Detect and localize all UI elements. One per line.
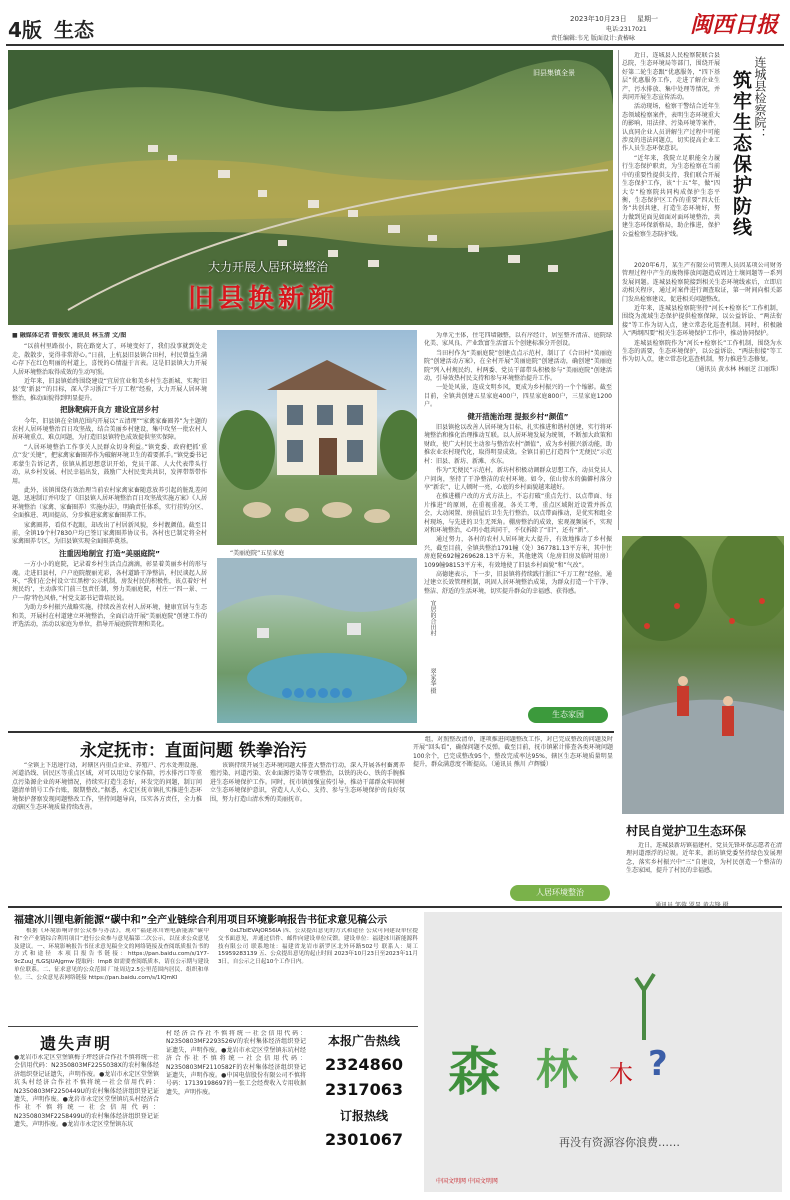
section-rule (8, 731, 614, 733)
side-byline: （通讯员 黄水林 林丽芝 江丽珠） (692, 365, 782, 373)
side-paragraph: 2020年6月，某生产有限公司管理人员因某项公司财务管理过程中产生的废物排放问题造成周边土壤问题等一系列发展问题。连城县检察院接到相关生态环境线索后，立即启动相关程序，通过对案件进行调查取证，第一时间向相关部门发出检察建议，促进相关问题整改。 (622, 262, 782, 303)
lake-illustration (217, 558, 417, 723)
second-col1 (12, 762, 202, 902)
psa-footer: 中国文明网 中国文明网 (436, 1178, 498, 1185)
loss-paragraph: 村经济合作社不慎将统一社会信用代码：N2350803MF2293526V的农村集体经济组织登记证遗失，声明作废。●龙岩市永定区堂堡镇东坑村经济合作社不慎将统一社会信用代码：N2350803MF2110582F的农村集体经济组织登记证遗失，声明作废。●中国电信股份有限公司不慎将号码：17139198697的一张工会经费收入专用收据遗失，声明作废。 (166, 1030, 306, 1096)
lead-paragraph: 此外，该镇围绕有效治理当前农村家禽家畜随意放养引起的脏乱差问题，迅速制订并印发了《旧县镇人居环境整治百日攻坚战实施方案》《人居环境整治（家禽、家畜圈养）实施办法》，明确责任体系，实行挂钩分区、全面推进、巩固提高、分步推进家禽家畜圈养工作。 (12, 486, 207, 520)
lead-paragraph: 今年，旧县镇在全镇范围内开展以“五清理”“家禽家畜圈养”为主题的农村人居环境整治百日攻坚战，结合美丽乡村建设，集中攻坚一批农村人居环境重点、难点问题，为打造旧县镇特色成效提供坚实保障。 (12, 417, 207, 442)
village-headline: 村民自觉护卫生态环保 (626, 824, 747, 838)
side-paragraph: 近日，连城县人民检察院联合县总院，生态环境局等部门，围绕开展好第二轮生态跟“优惠服务，“四下基层”优惠服务工作，走进了解企业生产，污水排放、集中处理等情况，并共同开展生态宣传活动。 (622, 52, 720, 102)
photo-beautiful-courtyard (217, 330, 417, 545)
river-scene-illustration (622, 536, 784, 814)
loss-paragraph: ●龙岩市永定区堂堡镇梅子坪经济合作社不慎将统一社会信用代码：N2350803MF2255038X的农村集体经济组织登记证遗失，声明作废。●龙岩市永定区堂堡镇坑头村经济合作社不慎将统一社会信用代码：N2350803MF2250449U的农村集体经济组织登记证遗失，声明作废。●龙岩市永定区堂堡镇坑头村经济合作社不慎将统一社会信用代码：N2350803MF2258499U的农村集体经济组织登记证遗失，声明作废。●龙岩市永定区堂堡镇东坑 (14, 1054, 159, 1129)
second-col2 (210, 762, 405, 902)
side-article-bottom (622, 262, 782, 522)
side-paragraph: 连城县检察院作为“河长+检察长”工作机制，围绕为水生态的需要，生态环境保护，以公益诉讼、“两法衔接”等工作为切入点，建立常态化巡查机制，努力推进生态修复。 (622, 339, 782, 364)
lead-paragraph: 近年来，旧县镇始终围绕建设“宜居宜业和美乡村生态新城、实现‘旧县’变‘新县’”的目标，深入学习浙江“千万工程”经验，大力开展人居环境整治，推动面貌得到明显提升。 (12, 378, 207, 402)
psa-forest-ad (424, 912, 782, 1192)
column-divider (618, 50, 619, 530)
page-number: 4版 (8, 18, 42, 42)
second-paragraph: 该镇持续开展生态环境问题大排查大整治行动，深入开展各村畜禽养殖污染、河道污染、农业面源污染等专项整治，以铁的决心、铁的手腕推进生态环境保护工作。同时，抚市镇加强宣传引导，推动干部群众牢固树立生态环境保护意识，营造人人关心、支持、参与生态环境保护的良好氛围，努力打造山清水秀的美丽抚市。 (210, 762, 405, 803)
lead-paragraph: 为助力乡村振兴战略实施，持续改善农村人居环境，健康宜居与生态和美，开展村在村道建立环境整治，全面启动开展“美丽庭院”创建工作的评选活动，活动以家庭为单位，指导开展庭院管理和美化。 (12, 604, 207, 628)
ad-hotline-number: 2324860 (325, 1055, 403, 1074)
ad-hotline-box (312, 1030, 416, 1190)
side-headline: 筑牢生态保护防线 (730, 70, 752, 238)
header-editors: 责任编辑:韦光 版面设计:黄椿咏 (551, 35, 635, 42)
lead-paragraph: 通过努力，各村的农村人居环境大大提升，有效地推动了乡村振兴，截至目前，全镇共整治1791幢（处）367781.13平方米，其中住房庭院692幢269628.13平方米，其他建筑（危房旧房及临时用房）1099幢98153平方米，有效地使了旧县乡村面貌“和”气改”。 (424, 536, 612, 569)
village-paragraph: 近日，连城县新坊镇福建村，党员先锋环保志愿者在清理河道漂浮的垃圾。近年来，新坊镇党委坚持绿色发展理念，落实乡村振兴中“三”自建设，为村民创造一个整洁的生态家园，提升了村民的幸福感。 (626, 842, 782, 875)
lead-subhead-2: 注重因地制宜 打造“美丽庭院” (59, 548, 160, 558)
notice-left (14, 928, 209, 1023)
courtyard-caption: “美丽庭院”五星家庭 (230, 550, 285, 557)
side-article-top (622, 52, 720, 257)
notice-paragraph: 根据《环境影响评价公众参与办法》，现对“福建冰川锂电新能源“碳中和”全产业链综合利用项目”进行公众参与意见稿第二次公示，以征求公众意见及建议。一、环境影响报告书征求意见稿全文的网络链接及查阅纸质报告书的方式和途径 本项目报告书链接：https://pan.baidu.com/s/1Y7-9cZuuJ_fLGSJUAJgmw 提取码：lmp8 如需要查阅纸质本，请在公示期与建设单位联系。二、征求意见的公众范围 厂址周边2.5公里范围内居民、组织和单位。三、公众意见表网络链接 https://pan.baidu.com/s/1IQmKI (14, 928, 209, 981)
subscription-hotline-number: 2301067 (325, 1130, 403, 1149)
section-name: 生态 (54, 18, 94, 42)
second-headline: 永定抚市：直面问题 铁拳治污 (80, 741, 307, 761)
second-paragraph: “全镇上下迅速行动，对辖区内重点企业、养殖户、污水处理设施、河道沿线、居民区等重点区域，对可以用边专家作陪，污水排污口等重点污染源企业的环境情况，持续实打造生态好，环发完的问题，制订问题清单销号工作台账，限期整改。”据悉，永定区抚市镇扎实推进生态环境保护督察发现问题整改工作，坚持问题导向，压实各方责任，全力推动辖区生态环境质量持续改善。 (12, 762, 202, 812)
lead-paragraph: 作为“无便民”示范村，新坊村积极动调群众思想工作，动员党员人户问询，坚持了干净整洁的农村环境。如今，依山傍水的偏僻村落分享“新农”，让人顿时一亮，心底的乡村面貌越来越好。 (424, 467, 612, 491)
lead-paragraph: 当田村作为“美丽庭院”创建点点示范村，制订了《合田村“美丽庭院”创建活动方案》，在全村开展“美丽庭院”创建活动，确创建“美丽庭院”列入村规民约、村两委、党员干部带头积极参与“美丽庭院”创建活动，引导效热村民支持和参与环境整治提升工作。 (424, 349, 612, 383)
masthead-logo: 闽西日报 (690, 12, 779, 38)
side-paragraph: 近年来，连城县检察院坚持“河长+检察长”工作机制，围绕为流域生态保护提供检察保障，以公益诉讼、“两法衔接”等工作为切入点，建立常态化巡查机制。同时，积极融入“两纲四要”相关生态环境保护工作中，推动协同保护。 (622, 305, 782, 338)
notice-paragraph: 0xLTbIEVAjOR56IA 四、公众提出意见的方式和途径 公众可向建设单位提交书面意见，并通过信件、邮件向建设单位反馈。建设单位：福建冰川新能源科技有限公司 联系地址：福建省龙岩市新罗区北外环路502号 联系人：周工 15959283139 五、公众提出意见的起止时间 2023年10月23日至2023年11月3日，自公示之日起10个工作日内。 (218, 928, 418, 966)
lake-credit: 翠家华 摄 (429, 668, 436, 694)
lead-paragraph: 家禽圈养，看似不起眼，却改出了村居新风貌，乡村靓颜值。截至目前，全镇19个村7830户均已签订家禽圈养协议书。各村也已制定将全村家禽圈养专区，为旧县镇实现全面圈养奠基。 (12, 521, 207, 546)
photo-heyuan-village-lake (217, 558, 417, 723)
lead-subhead-3: 健开措施治理 提振乡村“颜值” (467, 411, 569, 421)
psa-char-lin: 林 (536, 1045, 579, 1094)
photo-villagers-cleaning-river (622, 536, 784, 814)
psa-slogan: 再没有资源容你浪费…… (559, 1136, 680, 1149)
section-rule (8, 1026, 418, 1027)
second-col3 (413, 736, 613, 881)
lead-paragraph: 在推进棚户改的方式方法上，不忘打破“重点先行、以点带面、每片推进”的原则，在重视重视，各关工考，重点区域附近设置并拆点会，大动闲置、房前屋后卫生先行整治，以点带面推动，是优实和组全村现场，与先进的卫生无死角。棚房整治的成效，宏观视频展不，实现对和环境整治，心明小组共同干，不仅拆除了“旧”，还有“新”。 (424, 493, 612, 534)
header-weekday: 星期一 (637, 15, 658, 23)
village-text (626, 842, 782, 898)
side-paragraph: 活动现场，检察干警结合近年生态领域检察案件，表明生态环境重大的影响，用法律、污染环境等案件，认真同企业人员讲解生产过程中可能涉及的违法问题点，切实提高企业工作人员生态环保意识。 (622, 103, 720, 153)
side-kicker: 连城县检察院： (753, 56, 767, 140)
side-paragraph: “近年来，我院立足职能全力履行生态保护职责，为生态检察在当前中的重要性提供支持，我们联合开展生态保护工作，该“十五”年，做“四大专”检察院共同构成保护生态平衡，生态保护区工作的重要“四大任务”共创共建，打造生态环境好，努力做到见面见如面对面环境整治，共建生态环保新格局，助企推进，保护公益检察生态防护线。 (622, 154, 720, 238)
broken-tree-icon (614, 960, 674, 1040)
page-header (0, 0, 790, 48)
header-date: 2023年10月23日 (570, 15, 627, 23)
lead-paragraph: 为单元主体，住宅四墙融整，以有序经计，居室整齐清洁、庭院绿化美、家风良、产业致富生活富五个创建标准分开创设。 (424, 332, 612, 348)
living-env-badge: 人居环境整治 (510, 885, 610, 901)
second-paragraph: 组，对照整改清单，逐项推进问题整改工作，对已完成整改的问题及时开展“回头看”，确保问题不反弹。截至目前，抚市镇累计排查各类环境问题100余个，已完成整改95个，整改完成率达95%，辖区生态环境质量明显提升，群众满意度不断提高。（通讯员 熊川 卢辉媛） (413, 736, 613, 769)
psa-char-mu: 木 (609, 1060, 633, 1088)
header-phone: 电话:2317021 (606, 26, 647, 33)
lead-paragraph: 一处处风景，连成文明乡风，更成为乡村振兴的一个个缩影。截至目前，全镇共创建五星家庭400户，四星家庭800户，三星家庭1200户。 (424, 384, 612, 409)
lead-paragraph: 一方小小的庭院，记录着乡村生活点点滴滴，彰显着美丽乡村的形与魂。走进旧县村，户户庭院靓丽光彩，各村道路干净整洁，村民谈起人居环，“我们在会村设立‘红黑榜’公示机制，房发村民的积极性，该点着好‘村规民约’，主动落实门前三包责任制，努力美丽庭院，村庄一‘四一景、一户一韵’特色风格，”村党支部书记曾培民说。 (12, 561, 207, 602)
loss-title: 遗失声明 (40, 1034, 113, 1053)
lead-headline: 旧县换新颜 (188, 284, 339, 314)
lead-article-col2 (424, 332, 612, 692)
psa-char-sen: 森 (448, 1043, 501, 1103)
lead-kicker: 大力开展人居环境整治 (208, 260, 329, 274)
lead-paragraph: 旧县镇抢以改善人居环境为目标，扎实推进和谐村创建，实行将环境整治和推化治理推动互联。以人居环境发展为统领，不断加大政策和财政，使广大村民主动参与整治农村“颜值”，成为乡村振兴新动能，助推农业农村现代化，取得明显成效。全镇目前已打造四个“无便民”示范村：旧县、新坊、新滩、水东。 (424, 424, 612, 465)
psa-question-mark: ? (648, 1044, 668, 1084)
ecology-home-badge: 生态家园 (528, 707, 608, 723)
header-rule (6, 44, 784, 46)
house-illustration (217, 330, 417, 545)
lead-paragraph: 高德建表示，下一步，旧县镇将持续践行浙江“千万工程”经验，通过建立长效管理机制，巩固人居环境整治成果，为群众打造一个干净、整洁、舒适的生活环境，切实提升群众的幸福感、获得感。 (424, 570, 612, 595)
lead-subhead-1: 把脉靶病开良方 建设宜居乡村 (60, 405, 159, 415)
lead-photo-aerial-village (8, 50, 613, 325)
lead-paragraph: “以前村里路很小，院在路宽大了，环境变好了，我们没事就到处走走，散散步，觉得非常舒心。”日前，上杭县旧县镇合田村，村民曾益生满心存下在红色明丽的村道上，喜悦的心情溢于言表。这是旧县镇大力开展人居环境整治取得成效的生动写照。 (12, 343, 207, 376)
lead-byline: ■ 融媒体记者 曾俊钦 通讯员 林玉清 文/图 (12, 332, 127, 339)
subscription-hotline-title: 订报热线 (339, 1109, 388, 1123)
loss-col1 (14, 1054, 159, 1194)
lead-photo-label: 旧县集镇全景 (533, 69, 575, 77)
notice-right (218, 928, 418, 1023)
lead-paragraph: “人居环境整治工作事关人民群众切身利益。”镇党委、政府把抓‘重点’‘发’关键”，把家禽家畜圈养作为破解环境卫生的着要抓手。”镇党委书记邓蒙生告诉记者，依镇从抓思想意识开始，党员干部、人大代表带头行动，从乡村发展、村民幸福出发，鼓励广大村民变共共识，发挥带帮带作用。 (12, 443, 207, 485)
section-rule (8, 906, 782, 908)
ad-hotline-number: 2317063 (325, 1080, 403, 1099)
loss-col2 (166, 1030, 306, 1170)
lead-article-col1 (12, 332, 207, 730)
notice-title: 福建冰川锂电新能源“碳中和”全产业链综合利用项目环境影响报告书征求意见稿公示 (14, 915, 388, 926)
lake-caption: 宜居的合田村 (429, 600, 436, 636)
ad-hotline-title: 本报广告热线 (327, 1034, 400, 1048)
